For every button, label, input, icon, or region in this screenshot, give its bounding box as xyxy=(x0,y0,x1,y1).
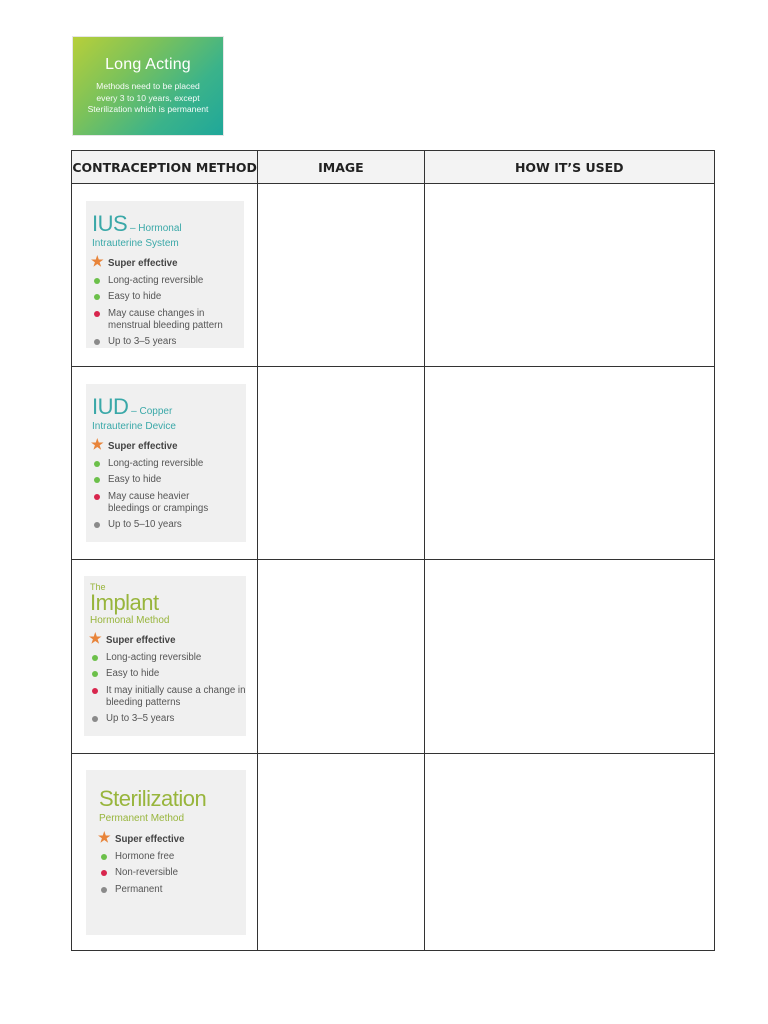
method-card-implant xyxy=(84,576,246,736)
star-icon: ★ xyxy=(89,630,102,646)
contraception-table xyxy=(71,150,715,951)
list-item: Non-reversible xyxy=(99,867,246,879)
list-item: It may initially cause a change in bleeding patterns xyxy=(90,685,246,709)
green-dot-icon xyxy=(94,278,100,284)
how-used-cell xyxy=(424,367,714,560)
method-points xyxy=(86,253,244,359)
list-item: Easy to hide xyxy=(92,291,244,303)
gray-dot-icon xyxy=(92,716,98,722)
red-dot-icon xyxy=(101,870,107,876)
method-title-suffix: – Copper xyxy=(128,406,173,417)
method-pre-title: The xyxy=(90,582,106,592)
method-subtitle: Intrauterine Device xyxy=(92,421,176,432)
method-card-ius xyxy=(86,201,244,348)
method-subtitle: Permanent Method xyxy=(99,813,185,824)
list-item: ★ Super effective xyxy=(91,253,178,269)
method-card-sterilization xyxy=(86,770,246,935)
how-used-cell xyxy=(424,184,714,367)
list-item: Long-acting reversible xyxy=(92,275,244,287)
method-cell xyxy=(72,367,258,560)
table-row xyxy=(72,367,715,560)
red-dot-icon xyxy=(94,311,100,317)
star-icon: ★ xyxy=(91,436,104,452)
table-row xyxy=(72,184,715,367)
list-item: Easy to hide xyxy=(92,474,246,486)
green-dot-icon xyxy=(101,854,107,860)
list-item: Long-acting reversible xyxy=(90,652,246,664)
green-dot-icon xyxy=(92,671,98,677)
image-cell xyxy=(258,754,424,951)
method-points xyxy=(86,829,246,906)
table-header-row xyxy=(72,151,715,184)
list-item: Long-acting reversible xyxy=(92,458,246,470)
method-cell xyxy=(72,560,258,754)
list-item: Easy to hide xyxy=(90,668,246,680)
list-item: Permanent xyxy=(99,884,246,896)
method-points xyxy=(84,630,246,736)
method-cell xyxy=(72,184,258,367)
method-subtitle: Hormonal Method xyxy=(90,615,170,626)
table-row xyxy=(72,754,715,951)
method-title: Sterilization xyxy=(99,786,207,811)
banner-title: Long Acting xyxy=(105,56,191,73)
list-item: May cause heavier bleedings or crampings xyxy=(92,491,246,515)
gray-dot-icon xyxy=(94,339,100,345)
how-used-cell xyxy=(424,560,714,754)
green-dot-icon xyxy=(94,461,100,467)
method-title: IUD xyxy=(92,394,129,419)
table-row xyxy=(72,560,715,754)
gray-dot-icon xyxy=(101,887,107,893)
image-cell xyxy=(258,367,424,560)
list-item: Up to 3–5 years xyxy=(92,336,244,348)
image-cell xyxy=(258,560,424,754)
method-title: Implant xyxy=(90,590,159,615)
method-points xyxy=(86,436,246,542)
header-how-used: HOW IT’S USED xyxy=(424,151,714,184)
header-image: IMAGE xyxy=(258,151,424,184)
method-title: IUS xyxy=(92,211,128,236)
list-item: ★ Super effective xyxy=(89,630,176,646)
method-cell xyxy=(72,754,258,951)
red-dot-icon xyxy=(92,688,98,694)
star-icon: ★ xyxy=(91,253,104,269)
image-cell xyxy=(258,184,424,367)
list-item: Up to 5–10 years xyxy=(92,519,246,531)
gray-dot-icon xyxy=(94,522,100,528)
list-item: ★ Super effective xyxy=(98,829,185,845)
list-item: ★ Super effective xyxy=(91,436,178,452)
list-item: Hormone free xyxy=(99,851,246,863)
banner-subtitle: Methods need to be placed every 3 to 10 years, except Sterilization which is permanent xyxy=(87,81,209,114)
method-subtitle: Intrauterine System xyxy=(92,238,179,249)
star-icon: ★ xyxy=(98,829,111,845)
green-dot-icon xyxy=(94,477,100,483)
list-item: Up to 3–5 years xyxy=(90,713,246,725)
method-card-iud xyxy=(86,384,246,542)
list-item: May cause changes in menstrual bleeding pattern xyxy=(92,308,244,332)
method-title-suffix: – Hormonal xyxy=(127,223,182,234)
long-acting-banner xyxy=(73,37,223,135)
how-used-cell xyxy=(424,754,714,951)
green-dot-icon xyxy=(92,655,98,661)
green-dot-icon xyxy=(94,294,100,300)
header-method: CONTRACEPTION METHOD xyxy=(72,151,258,184)
red-dot-icon xyxy=(94,494,100,500)
